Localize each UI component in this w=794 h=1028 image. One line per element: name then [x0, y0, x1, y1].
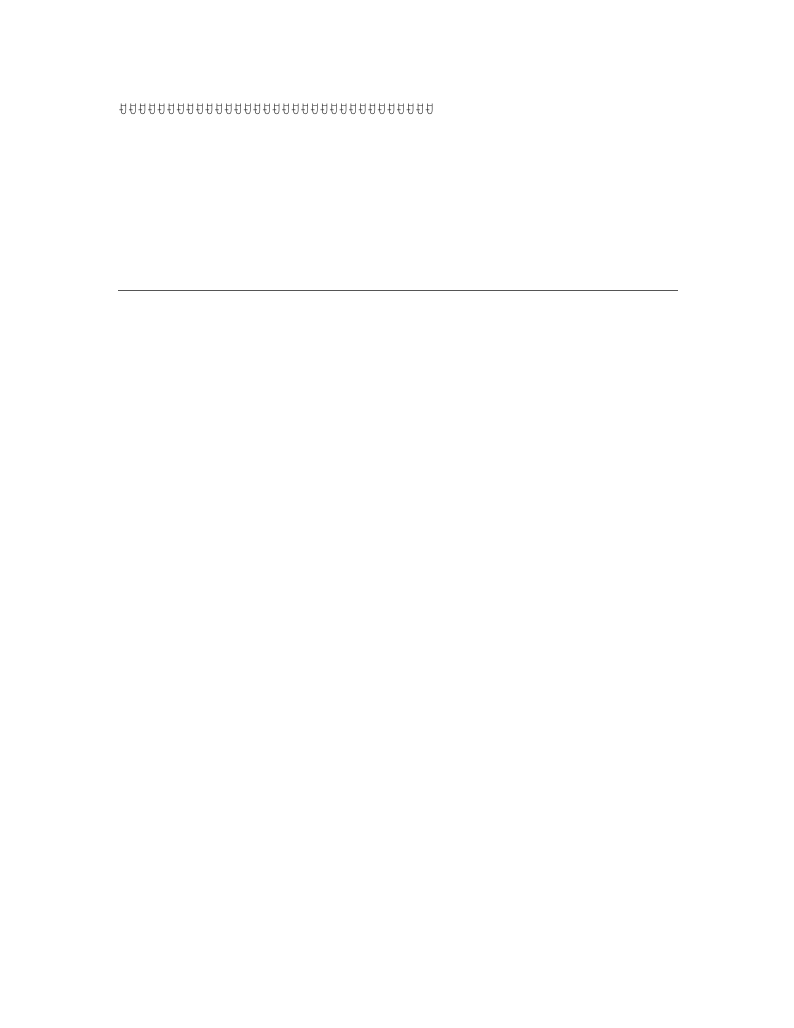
- text-line: [118, 341, 678, 362]
- text-line: [118, 485, 678, 506]
- text-line: [118, 671, 678, 692]
- text-line: [118, 938, 678, 959]
- text-line: [118, 224, 678, 245]
- text-line: [118, 444, 678, 465]
- text-line: [118, 815, 678, 836]
- text-line: [118, 588, 678, 609]
- text-line: [118, 609, 678, 630]
- text-line: [118, 753, 678, 774]
- text-line: [118, 650, 678, 671]
- section-divider: [118, 290, 678, 291]
- text-line: [118, 732, 678, 753]
- text-line: [118, 121, 678, 142]
- text-line: [118, 897, 678, 918]
- body-paragraph-top: [118, 100, 678, 285]
- text-line: [118, 835, 678, 856]
- text-line: [118, 265, 678, 286]
- text-line: [118, 203, 678, 224]
- text-line: [118, 465, 678, 486]
- text-line: [118, 794, 678, 815]
- text-line: [118, 162, 678, 183]
- text-line: [118, 712, 678, 733]
- text-line: [118, 856, 678, 877]
- text-line: [118, 877, 678, 898]
- text-line: [118, 424, 678, 445]
- text-line: [118, 506, 678, 527]
- text-line: [118, 527, 678, 548]
- text-line: [118, 959, 678, 980]
- text-line: [118, 182, 678, 203]
- text-line: [118, 918, 678, 939]
- text-line: [118, 980, 678, 1001]
- text-line: [118, 321, 678, 342]
- body-paragraph-bottom: [118, 300, 678, 1000]
- text-line: [118, 691, 678, 712]
- text-line: [118, 141, 678, 162]
- text-line: [118, 300, 678, 321]
- text-line: [118, 382, 678, 403]
- text-line: ﻿ꀀꀀꀀꀀꀀꀀꀀꀀꀀꀀꀀꀀꀀꀀꀀꀀꀀꀀꀀꀀꀀꀀꀀꀀꀀꀀꀀꀀꀀꀀꀀꀀꀀ: [118, 103, 434, 117]
- text-line: [118, 547, 678, 568]
- text-line: [118, 362, 678, 383]
- text-line: [118, 403, 678, 424]
- text-line: [118, 568, 678, 589]
- text-line: [118, 244, 678, 265]
- text-line: [118, 630, 678, 651]
- text-line: [118, 774, 678, 795]
